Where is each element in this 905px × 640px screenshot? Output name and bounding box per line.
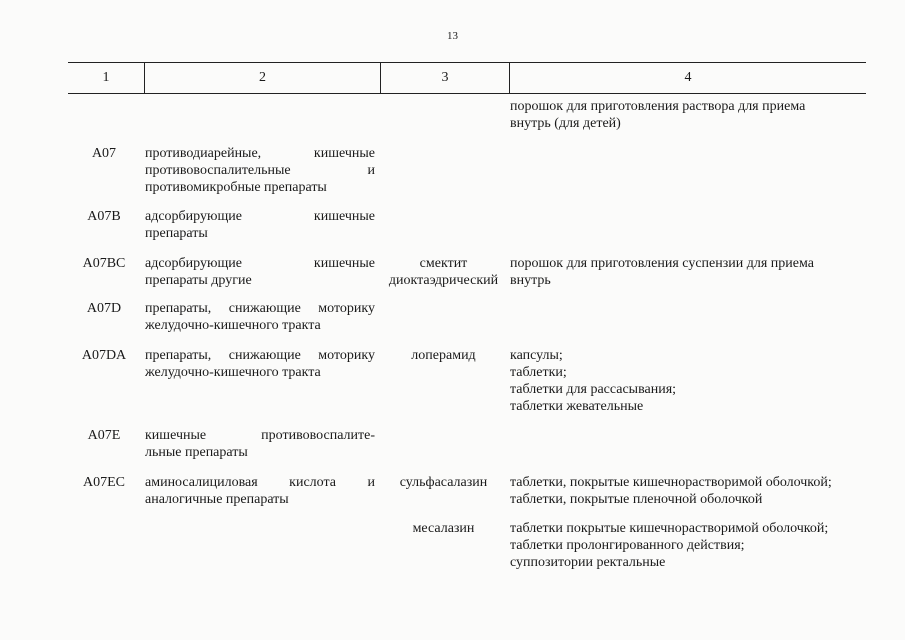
drug-name <box>380 347 507 364</box>
dosage-form-line: таблетки пролонгированного действия; <box>510 538 745 553</box>
group-name-line: адсорбирующие кишечные <box>145 256 375 271</box>
drug-name <box>380 520 507 537</box>
dosage-form-line: капсулы; <box>510 348 563 363</box>
atc-code: A07E <box>87 428 121 443</box>
dosage-forms <box>510 474 865 508</box>
drug-name <box>380 474 507 491</box>
header-col-3: 3 <box>441 70 449 85</box>
group-name-line: препараты, снижающие моторику <box>145 348 375 363</box>
dosage-form-line: таблетки, покрытые кишечнорастворимой оболочкой; <box>510 475 832 490</box>
group-name <box>145 208 375 242</box>
dosage-forms <box>510 347 865 415</box>
group-name <box>145 427 375 461</box>
dosage-forms <box>510 255 865 289</box>
group-name-line: кишечные противовоспалите- <box>145 428 375 443</box>
dosage-form-line: внутрь <box>510 273 551 288</box>
dosage-form-line: таблетки для рассасывания; <box>510 382 677 397</box>
header-col-2: 2 <box>259 70 266 85</box>
dosage-form-line: порошок для приготовления раствора для приема <box>510 99 806 114</box>
dosage-form-line: суппозитории ректальные <box>510 555 666 570</box>
group-name-line: препараты <box>145 226 208 241</box>
atc-code: A07EC <box>83 475 125 490</box>
group-name <box>145 255 375 289</box>
drug-name-line: смектит <box>419 256 468 271</box>
group-name-line: желудочно-кишечного тракта <box>145 365 321 380</box>
group-name-line: желудочно-кишечного тракта <box>145 318 321 333</box>
group-name-line: аналогичные препараты <box>145 492 289 507</box>
table-header <box>68 62 866 94</box>
group-name <box>145 474 375 508</box>
drug-name-line: диоктаэдрический <box>388 273 499 288</box>
atc-code: A07D <box>86 301 122 316</box>
atc-code: A07BC <box>82 256 126 271</box>
group-name-line: препараты другие <box>145 273 252 288</box>
header-col-4: 4 <box>684 70 692 85</box>
drug-name-line: сульфасалазин <box>399 475 488 490</box>
page-number: 13 <box>447 30 458 42</box>
group-name <box>145 347 375 381</box>
group-name <box>145 300 375 334</box>
drug-name-line: лоперамид <box>411 348 476 363</box>
dosage-form-line: таблетки жевательные <box>510 399 644 414</box>
dosage-form-line: таблетки, покрытые пленочной оболочкой <box>510 492 763 507</box>
drug-name-line: месалазин <box>412 521 475 536</box>
header-col-1: 1 <box>102 70 110 85</box>
dosage-form-line: внутрь (для детей) <box>510 116 621 131</box>
dosage-forms <box>510 98 865 132</box>
dosage-form-line: порошок для приготовления суспензии для приема <box>510 256 814 271</box>
atc-code: A07B <box>87 209 121 224</box>
drug-name <box>380 255 507 289</box>
group-name-line: противомикробные препараты <box>145 180 327 195</box>
group-name-line: противовоспалительные и <box>145 163 375 178</box>
group-name-line: аминосалициловая кислота и <box>145 475 375 490</box>
group-name-line: льные препараты <box>145 445 248 460</box>
dosage-forms <box>510 520 865 571</box>
group-name-line: препараты, снижающие моторику <box>145 301 375 316</box>
group-name-line: противодиарейные, кишечные <box>145 146 375 161</box>
atc-code: A07DA <box>81 348 127 363</box>
dosage-form-line: таблетки покрытые кишечнорастворимой оболочкой; <box>510 521 829 536</box>
dosage-form-line: таблетки; <box>510 365 567 380</box>
group-name-line: адсорбирующие кишечные <box>145 209 375 224</box>
atc-code: A07 <box>91 146 117 161</box>
group-name <box>145 145 375 196</box>
